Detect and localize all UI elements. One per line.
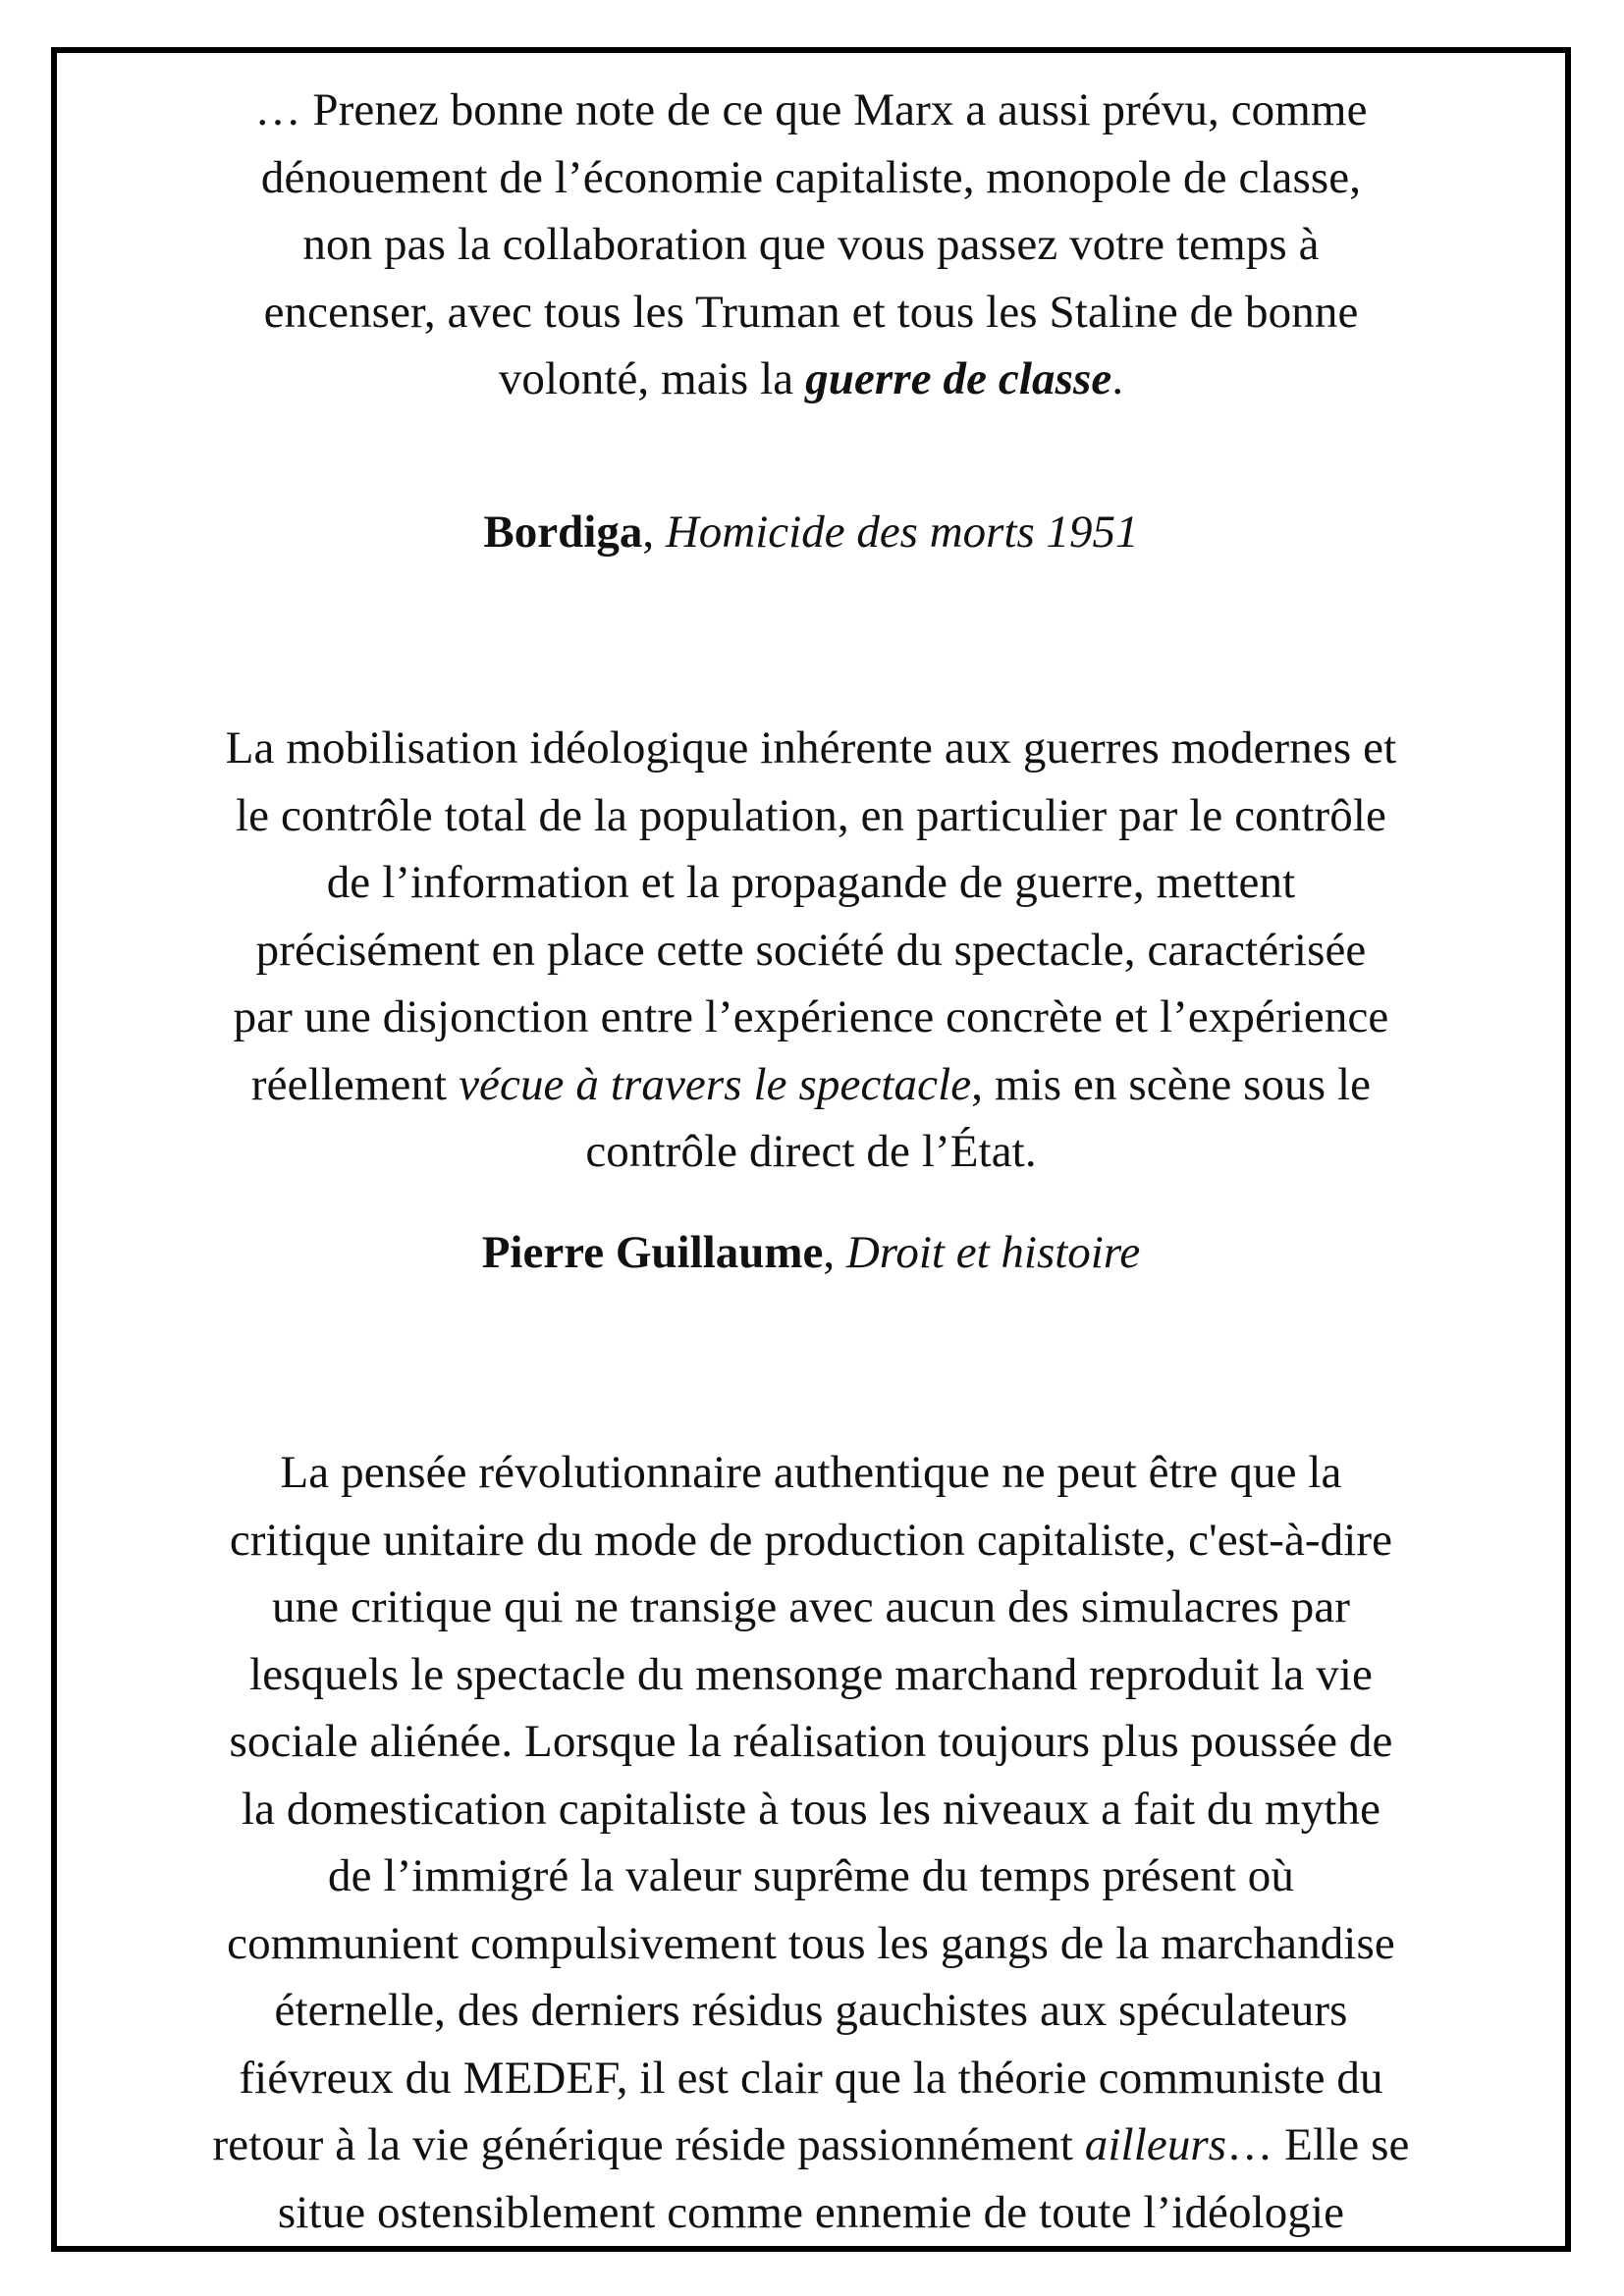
text-segment: , mis en scène sous le bbox=[971, 1058, 1372, 1110]
text-segment: . bbox=[1111, 353, 1124, 404]
text-line: communient compulsivement tous les gangs de la marchandise bbox=[227, 1917, 1395, 1969]
quote-pensee-revolutionnaire-text bbox=[82, 1439, 1540, 2246]
text-line: contrôle direct de l’État. bbox=[585, 1126, 1037, 1177]
text-line bbox=[82, 2111, 1540, 2179]
attribution-bordiga bbox=[57, 503, 1565, 561]
quote-guillaume bbox=[57, 715, 1565, 1186]
work-title: Homicide des morts 1951 bbox=[665, 507, 1139, 558]
italic-word-ailleurs: ailleurs bbox=[1084, 2119, 1227, 2170]
text-line: de l’immigré la valeur suprême du temps présent où bbox=[328, 1850, 1294, 1901]
quote-guillaume-text bbox=[82, 715, 1540, 1186]
text-line: … Prenez bonne note de ce que Marx a aussi prévu, comme bbox=[254, 84, 1368, 135]
italic-phrase: vécue à travers le spectacle bbox=[459, 1058, 972, 1110]
text-line: lesquels le spectacle du mensonge marchand reproduit la vie bbox=[249, 1648, 1373, 1700]
emphasis-guerre-de-classe: guerre de classe bbox=[805, 353, 1112, 404]
text-line: non pas la collaboration que vous passez votre temps à bbox=[302, 219, 1320, 270]
text-line: la domestication capitaliste à tous les niveaux a fait du mythe bbox=[241, 1783, 1381, 1835]
author-name: Bordiga bbox=[483, 507, 643, 558]
text-line: une critique qui ne transige avec aucun des simulacres par bbox=[271, 1581, 1351, 1632]
text-line: situe ostensiblement comme ennemie de toute l’idéologie bbox=[277, 2186, 1345, 2238]
page-border-frame bbox=[51, 47, 1571, 2252]
text-segment: retour à la vie générique réside passionnément bbox=[212, 2119, 1085, 2170]
text-line: de l’information et la propagande de guerre, mettent bbox=[326, 857, 1296, 908]
author-name: Pierre Guillaume bbox=[481, 1227, 824, 1278]
text-line: par une disjonction entre l’expérience concrète et l’expérience bbox=[233, 991, 1389, 1042]
text-line: dénouement de l’économie capitaliste, monopole de classe, bbox=[260, 151, 1362, 203]
text-line: La mobilisation idéologique inhérente aux guerres modernes et bbox=[225, 722, 1397, 774]
text-line bbox=[82, 346, 1540, 413]
text-line: critique unitaire du mode de production capitaliste, c'est-à-dire bbox=[229, 1514, 1393, 1566]
text-line: précisément en place cette société du spectacle, caractérisée bbox=[255, 924, 1367, 976]
text-line: le contrôle total de la population, en particulier par le contrôle bbox=[235, 789, 1386, 841]
text-line bbox=[82, 1051, 1540, 1119]
text-line: sociale aliénée. Lorsque la réalisation toujours plus poussée de bbox=[229, 1716, 1393, 1767]
attribution-separator: , bbox=[642, 507, 666, 558]
text-segment: volonté, mais la bbox=[498, 353, 806, 404]
text-segment: réellement bbox=[250, 1058, 460, 1110]
text-line: éternelle, des derniers résidus gauchistes aux spéculateurs bbox=[274, 1985, 1348, 2036]
text-line: La pensée révolutionnaire authentique ne peut être que la bbox=[280, 1447, 1342, 1498]
work-title: Droit et histoire bbox=[845, 1227, 1141, 1278]
attribution-guillaume bbox=[57, 1223, 1565, 1282]
quote-bordiga-text bbox=[82, 77, 1540, 413]
text-line: fiévreux du MEDEF, il est clair que la théorie communiste du bbox=[239, 2052, 1383, 2104]
text-line: encenser, avec tous les Truman et tous les Staline de bonne bbox=[263, 286, 1359, 338]
quote-bordiga bbox=[57, 77, 1565, 413]
text-segment: … Elle se bbox=[1226, 2119, 1410, 2170]
attribution-separator: , bbox=[823, 1227, 846, 1278]
quote-pensee-revolutionnaire bbox=[57, 1439, 1565, 2246]
